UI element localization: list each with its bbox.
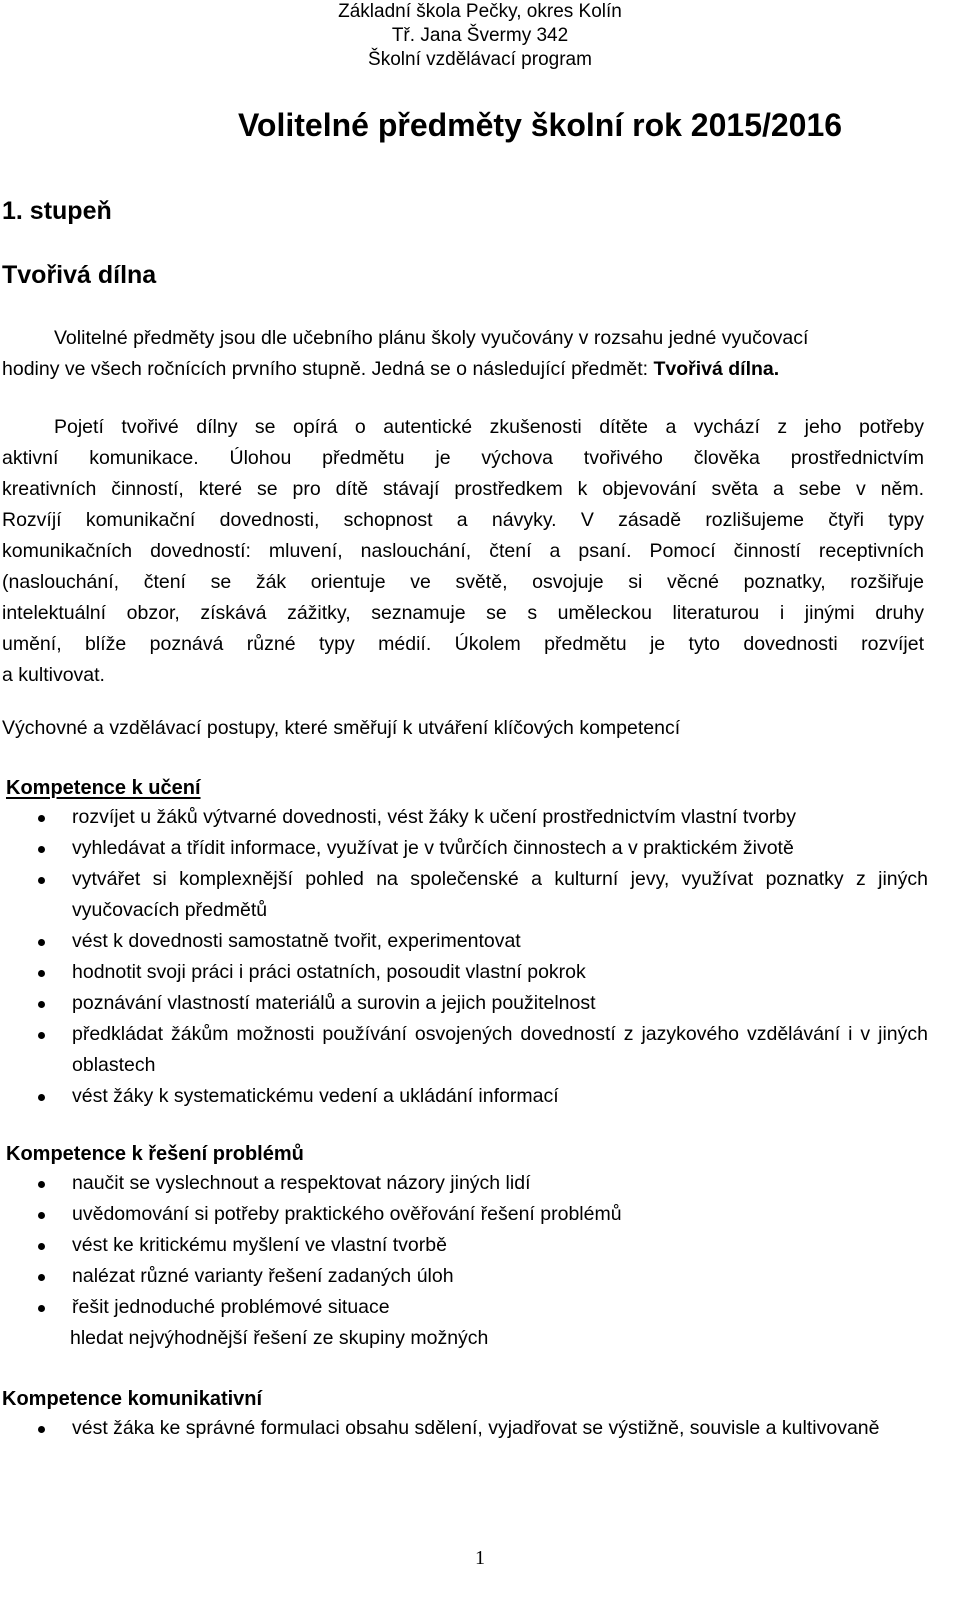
paragraph-line-5: komunikačních dovedností: mluvení, naslouchání, čtení a psaní. Pomocí činností receptivních <box>2 540 924 562</box>
list-item: nalézat různé varianty řešení zadaných úloh <box>0 1261 960 1292</box>
page-number: 1 <box>475 1547 485 1569</box>
paragraph-line-3: kreativních činností, které se pro dítě stávají prostředkem k objevování světa a sebe v něm. <box>2 478 924 500</box>
list-item: řešit jednoduché problémové situace <box>0 1292 960 1323</box>
competence-communication-heading: Kompetence komunikativní <box>2 1388 263 1410</box>
competence-problems-heading: Kompetence k řešení problémů <box>6 1143 304 1165</box>
paragraph-line-6: (naslouchání, čtení se žák orientuje ve světě, osvojuje si věcné poznatky, rozšiřuje <box>2 571 924 593</box>
methods-heading: Výchovné a vzdělávací postupy, které směřují k utváření klíčových kompetencí <box>2 717 681 739</box>
bullet-icon <box>38 1181 45 1188</box>
paragraph-line-2: aktivní komunikace. Úlohou předmětu je výchova tvořivého člověka prostřednictvím <box>2 447 924 469</box>
list-item: vést k dovednosti samostatně tvořit, experimentovat <box>0 926 960 957</box>
list-item: naučit se vyslechnout a respektovat názory jiných lidí <box>0 1168 960 1199</box>
paragraph-line-8: umění, blíže poznává různé typy médií. Úkolem předmětu je tyto dovednosti rozvíjet <box>2 633 924 655</box>
intro-subject-bold: Tvořivá dílna. <box>653 358 780 380</box>
list-item: poznávání vlastností materiálů a surovin a jejich použitelnost <box>0 988 960 1019</box>
list-item: vyhledávat a třídit informace, využívat je v tvůrčích činnostech a v praktickém životě <box>0 833 960 864</box>
subject-heading: Tvořivá dílna <box>2 261 157 289</box>
bullet-icon <box>38 1032 45 1039</box>
list-item: rozvíjet u žáků výtvarné dovednosti, vést žáky k učení prostřednictvím vlastní tvorby <box>0 802 960 833</box>
paragraph-line-7: intelektuální obzor, získává zážitky, seznamuje se s uměleckou literaturou i jinými druhy <box>2 602 924 624</box>
list-item: vytvářet si komplexnější pohled na společenské a kulturní jevy, využívat poznatky z jiných vyučovacích předmětů <box>0 864 960 926</box>
competence-communication-list <box>0 1413 960 1444</box>
intro-line-2 <box>2 354 779 385</box>
list-item: uvědomování si potřeby praktického ověřování řešení problémů <box>0 1199 960 1230</box>
bullet-icon <box>38 846 45 853</box>
list-item: vést žáka ke správné formulaci obsahu sdělení, vyjadřovat se výstižně, souvisle a kultivovaně <box>0 1413 960 1444</box>
intro-line-2-prefix: hodiny ve všech ročnících prvního stupně. Jedná se o následující předmět: <box>2 358 654 380</box>
bullet-icon <box>38 970 45 977</box>
bullet-icon <box>38 1426 45 1433</box>
competence-problems-list <box>0 1168 960 1323</box>
bullet-icon <box>38 1212 45 1219</box>
bullet-icon <box>38 1094 45 1101</box>
list-item: vést žáky k systematickému vedení a ukládání informací <box>0 1081 960 1112</box>
header-school: Základní škola Pečky, okres Kolín <box>338 1 622 22</box>
level-heading: 1. stupeň <box>2 197 112 225</box>
competence-learning-heading: Kompetence k učení <box>6 777 201 799</box>
bullet-icon <box>38 877 45 884</box>
bullet-icon <box>38 1001 45 1008</box>
bullet-icon <box>38 1305 45 1312</box>
list-item: vést ke kritickému myšlení ve vlastní tvorbě <box>0 1230 960 1261</box>
intro-line-1: Volitelné předměty jsou dle učebního plánu školy vyučovány v rozsahu jedné vyučovací <box>54 327 809 349</box>
header-program: Školní vzdělávací program <box>368 49 592 70</box>
bullet-icon <box>38 815 45 822</box>
bullet-icon <box>38 1243 45 1250</box>
competence-problems-extra: hledat nejvýhodnější řešení ze skupiny možných <box>70 1327 489 1349</box>
bullet-icon <box>38 1274 45 1281</box>
bullet-icon <box>38 939 45 946</box>
list-item: předkládat žákům možnosti používání osvojených dovedností z jazykového vzdělávání i v jiných oblastech <box>0 1019 960 1081</box>
list-item: hodnotit svoji práci i práci ostatních, posoudit vlastní pokrok <box>0 957 960 988</box>
competence-learning-list <box>0 802 960 1112</box>
page-title: Volitelné předměty školní rok 2015/2016 <box>237 107 843 143</box>
paragraph-line-1: Pojetí tvořivé dílny se opírá o autentické zkušenosti dítěte a vychází z jeho potřeby <box>54 416 924 438</box>
paragraph-line-9: a kultivovat. <box>2 664 105 686</box>
paragraph-line-4: Rozvíjí komunikační dovednosti, schopnost a návyky. V zásadě rozlišujeme čtyři typy <box>2 509 924 531</box>
header-address: Tř. Jana Švermy 342 <box>391 25 569 46</box>
